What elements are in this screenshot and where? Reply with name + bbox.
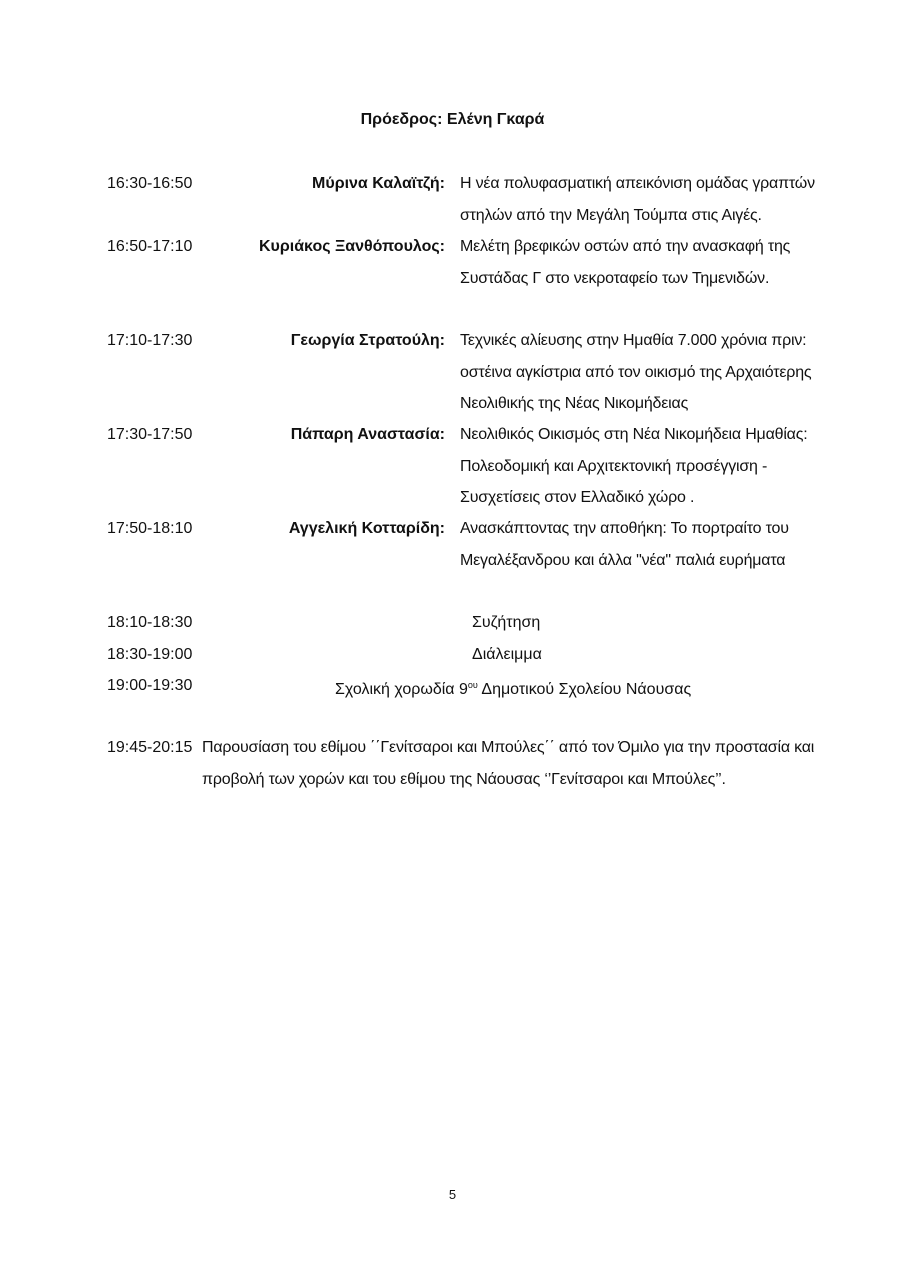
session-talk-title	[460, 325, 840, 420]
session-time: 16:30-16:50	[107, 175, 193, 192]
choir-label	[335, 670, 691, 705]
choir-label-text: Σχολική χορωδία 9	[335, 681, 468, 698]
talk-title-line: Μελέτη βρεφικών οστών από την ανασκαφή της	[460, 238, 791, 255]
talk-title-line: Νεολιθικός Οικισμός στη Νέα Νικομήδεια Ημαθίας:	[460, 426, 808, 443]
session-speaker: Κυριάκος Ξανθόπουλος:	[259, 238, 445, 255]
session-time: 17:10-17:30	[107, 332, 193, 349]
session-talk-title	[460, 231, 840, 294]
talk-title-line: Πολεοδομική και Αρχιτεκτονική προσέγγιση -	[460, 457, 768, 475]
break-time: 18:30-19:00	[107, 646, 193, 663]
performance-time: 19:45-20:15	[107, 739, 193, 756]
talk-title-line: Η νέα πολυφασματική απεικόνιση ομάδας γραπτών	[460, 175, 815, 192]
talk-title-line: Συσχετίσεις στον Ελλαδικό χώρο .	[460, 489, 695, 506]
talk-title-line: οστέινα αγκίστρια από τον οικισμό της Αρχαιότερης	[460, 363, 812, 381]
talk-title-line: Νεολιθικής της Νέας Νικομήδειας	[460, 395, 689, 412]
session-time: 17:50-18:10	[107, 520, 193, 537]
session-time: 16:50-17:10	[107, 238, 193, 255]
performance-description	[202, 732, 842, 795]
talk-title-line: Συστάδας Γ στο νεκροταφείο των Τημενιδών.	[460, 269, 770, 287]
session-speaker: Μύρινα Καλαϊτζή:	[312, 175, 445, 192]
discussion-time: 18:10-18:30	[107, 614, 193, 631]
talk-title-line: Ανασκάπτοντας την αποθήκη: Το πορτραίτο του	[460, 520, 789, 537]
choir-time: 19:00-19:30	[107, 677, 193, 694]
session-chair-heading: Πρόεδρος: Ελένη Γκαρά	[360, 111, 545, 128]
session-speaker: Γεωργία Στρατούλη:	[290, 332, 445, 349]
page-number: 5	[448, 1187, 457, 1202]
choir-label-text-rest: Δημοτικού Σχολείου Νάουσας	[477, 681, 692, 698]
performance-line: Παρουσίαση του εθίμου ΄΄Γενίτσαροι και Μπούλες΄΄ από τον Όμιλο για την προστασία και	[202, 739, 815, 756]
discussion-label: Συζήτηση	[472, 614, 541, 631]
session-talk-title	[460, 419, 840, 514]
talk-title-line: Μεγαλέξανδρου και άλλα "νέα" παλιά ευρήματα	[460, 551, 786, 569]
talk-title-line: στηλών από την Μεγάλη Τούμπα στις Αιγές.	[460, 206, 762, 224]
session-speaker: Αγγελική Κοτταρίδη:	[288, 520, 445, 537]
session-talk-title	[460, 168, 840, 231]
break-label: Διάλειμμα	[472, 646, 542, 663]
session-talk-title	[460, 513, 840, 576]
talk-title-line: Τεχνικές αλίευσης στην Ημαθία 7.000 χρόνια πριν:	[460, 332, 807, 349]
choir-label-ordinal: ου	[467, 680, 478, 690]
performance-line: προβολή των χορών και του εθίμου της Νάουσας ‘’Γενίτσαροι και Μπούλες’’.	[202, 770, 726, 788]
session-speaker: Πάπαρη Αναστασία:	[290, 426, 445, 443]
session-time: 17:30-17:50	[107, 426, 193, 443]
